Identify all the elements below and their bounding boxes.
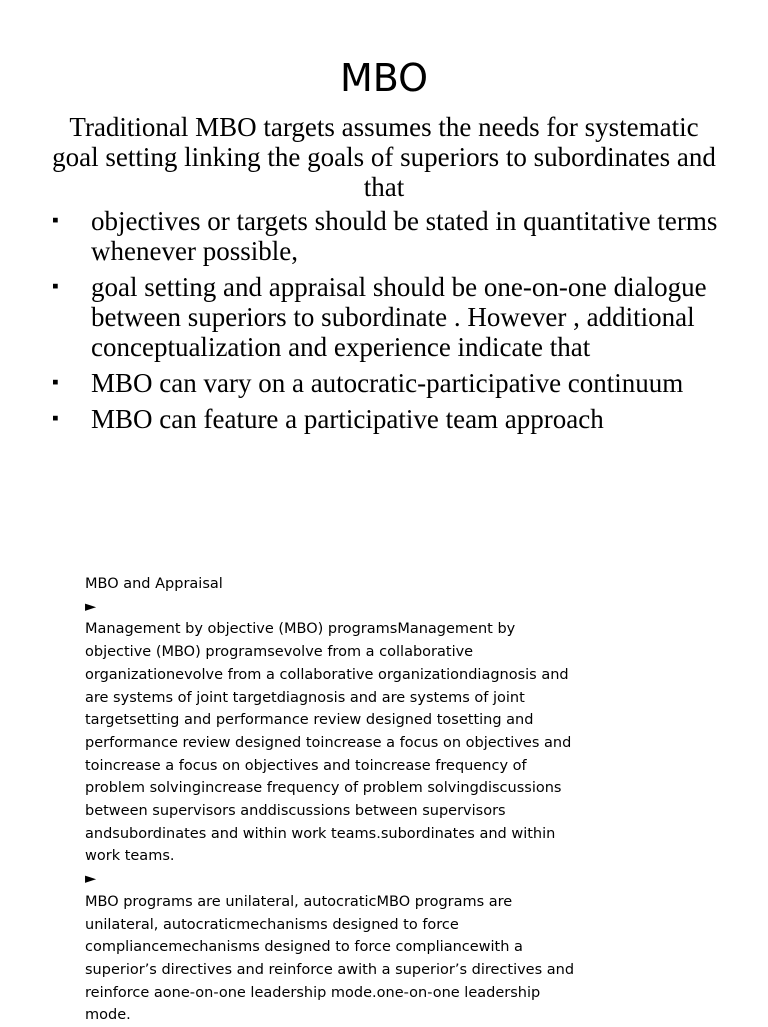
square-bullet-icon: ▪	[52, 408, 59, 429]
bullet-text: objectives or targets should be stated in quantitative terms whenever possible,	[91, 206, 718, 266]
bullet-item	[52, 206, 742, 266]
arrow-icon: ►	[85, 598, 97, 615]
bullet-text: goal setting and appraisal should be one-on-one dialogue between superiors to subordinate . However , additional conceptualization and experience indicate that	[91, 272, 707, 362]
square-bullet-icon: ▪	[52, 210, 59, 231]
bullet-list	[52, 206, 742, 440]
bullet-text: MBO can vary on a autocratic-participative continuum	[91, 368, 684, 398]
notes-paragraph: MBO programs are unilateral, autocraticMBO programs are unilateral, autocraticmechanisms designed to force compliancemechanisms designed to force compliancewith a superior’s directives and reinforce awith a superior’s directives and reinforce aone-on-one leadership mode.one-on-one leadership mode.	[85, 893, 575, 1024]
bullet-item	[52, 404, 742, 434]
square-bullet-icon: ▪	[52, 276, 59, 297]
notes-section	[85, 573, 580, 1027]
notes-paragraph: Management by objective (MBO) programsManagement by objective (MBO) programsevolve from a collaborative organizationevolve from a collaborative organizationdiagnosis and are systems of joint targetdiagnosis and are systems of joint targetsetting and performance review designed tosetting and performance review designed toincrease a focus on objectives and toincrease a focus on objectives and toincrease frequency of problem solvingincrease frequency of problem solvingdiscussions between supervisors anddiscussions between supervisors andsubordinates and within work teams.subordinates and within work teams.	[85, 621, 572, 865]
slide-title: MBO	[339, 56, 429, 100]
square-bullet-icon: ▪	[52, 372, 59, 393]
bullet-item	[52, 272, 742, 362]
bullet-item	[52, 368, 742, 398]
bullet-text: MBO can feature a participative team approach	[91, 404, 604, 434]
notes-heading: MBO and Appraisal	[85, 576, 223, 592]
arrow-icon: ►	[85, 871, 97, 888]
slide-intro: Traditional MBO targets assumes the needs for systematic goal setting linking the goals of superiors to subordinates and that	[52, 112, 716, 202]
